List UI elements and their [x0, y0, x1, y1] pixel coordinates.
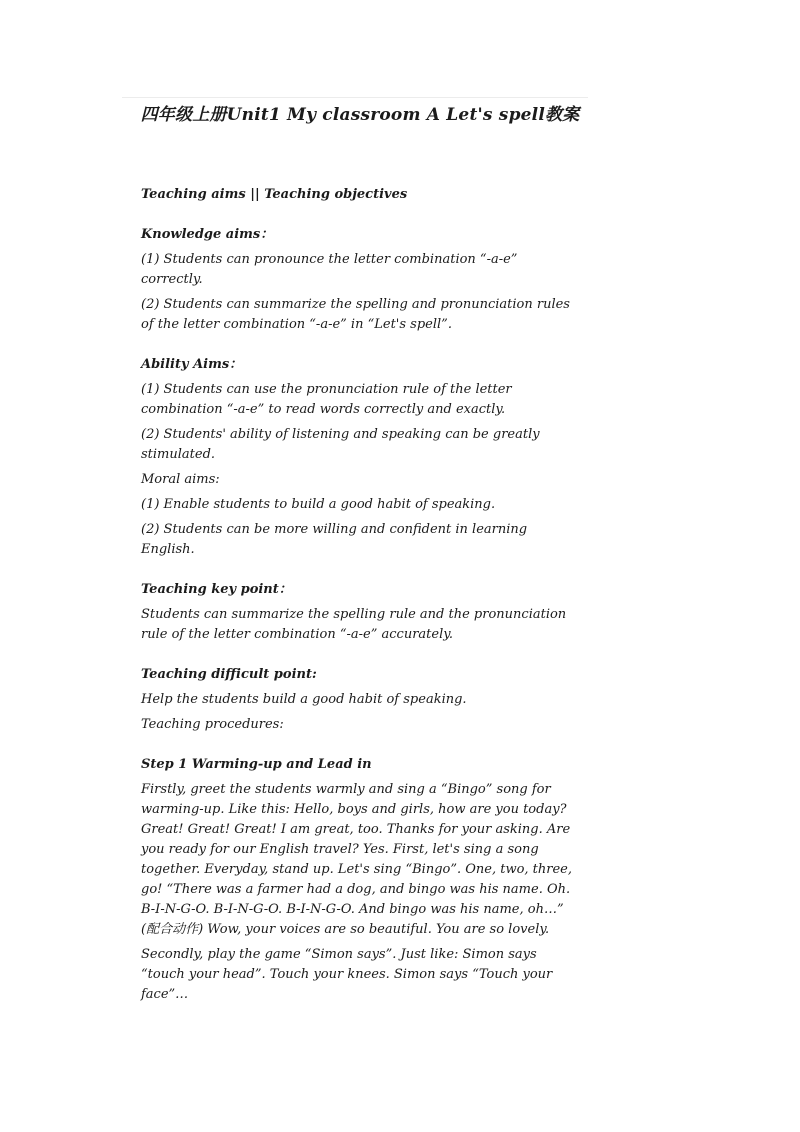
- ability-aim-1: (1) Students can use the pronunciation rule of the letter combination “-a-e” to read words correctly and exactly.: [141, 382, 512, 417]
- knowledge-aims-heading: Knowledge aims：: [141, 227, 274, 242]
- key-point-heading: Teaching key point：: [141, 582, 292, 597]
- ability-aim-2: (2) Students' ability of listening and speaking can be greatly stimulated.: [141, 427, 540, 462]
- document-title: 四年级上册Unit1 My classroom A Let's spell教案: [140, 105, 580, 125]
- document-body: [141, 185, 581, 1005]
- moral-aim-2: (2) Students can be more willing and confident in learning English.: [141, 522, 528, 557]
- step1-heading: Step 1 Warming-up and Lead in: [141, 757, 372, 772]
- step1-paragraph-2: Secondly, play the game “Simon says”. Just like: Simon says “touch your head”. Touch your knees. Simon says “Touch your face”…: [141, 947, 553, 1002]
- procedures-label: Teaching procedures:: [141, 717, 284, 732]
- step1-paragraph-1: Firstly, greet the students warmly and sing a “Bingo” song for warming-up. Like this: Hello, boys and girls, how are you today? Great! Great! Great! I am great, too. Thanks for your asking. Are you ready for our English travel? Yes. First, let's sing a song together. Everyday, stand up. Let's sing “Bingo”. One, two, three, go! “There was a farmer had a dog, and bingo was his name. Oh. B-I-N-G-O. B-I-N-G-O. B-I-N-G-O. And bingo was his name, oh…” (配合动作) Wow, your voices are so beautiful. You are so lovely.: [141, 782, 573, 937]
- objectives-heading: Teaching aims || Teaching objectives: [141, 187, 408, 202]
- knowledge-aim-1: (1) Students can pronounce the letter combination “-a-e” correctly.: [141, 252, 518, 287]
- knowledge-aim-2: (2) Students can summarize the spelling and pronunciation rules of the letter combination “-a-e” in “Let's spell”.: [141, 297, 570, 332]
- difficult-point-text: Help the students build a good habit of speaking.: [141, 692, 467, 707]
- moral-aim-1: (1) Enable students to build a good habit of speaking.: [141, 497, 496, 512]
- key-point-text: Students can summarize the spelling rule and the pronunciation rule of the letter combination “-a-e” accurately.: [141, 607, 567, 642]
- difficult-point-heading: Teaching difficult point:: [141, 667, 317, 682]
- ability-aims-heading: Ability Aims：: [141, 357, 243, 372]
- top-divider: [122, 97, 588, 98]
- moral-aims-label: Moral aims:: [141, 472, 220, 487]
